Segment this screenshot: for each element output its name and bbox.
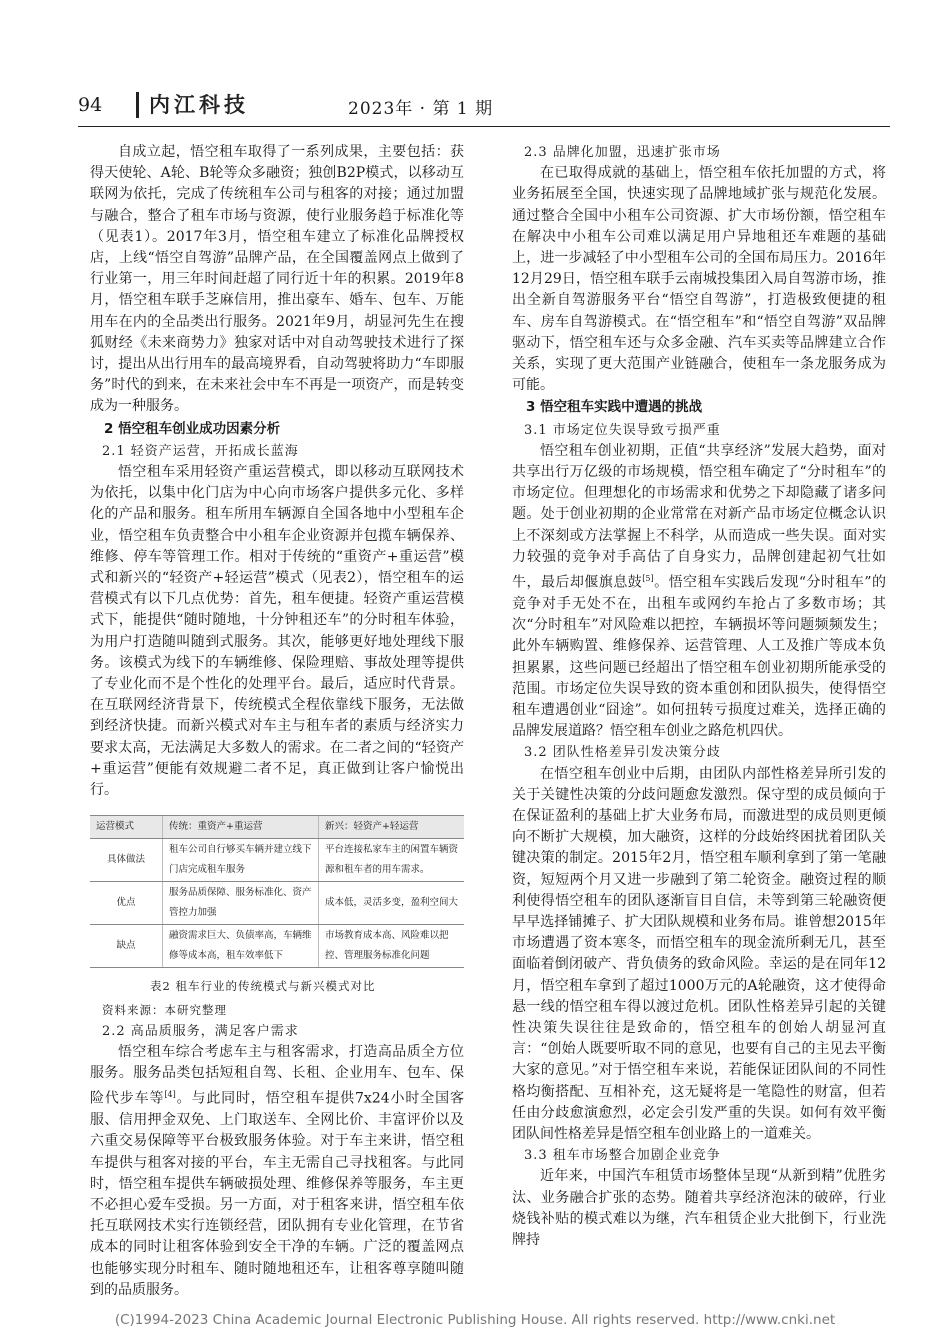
paragraph-text: 。悟空租车实践后发现“分时租车”的竞争对手无处不在，出租车或网约车抢占了多数市场；其次“分时租车”对风险难以把控，车辆损坏等问题频频发生；此外车辆购置、维修保养、运营管理、人工及推广等成本负担累累，这些问题已经超出了悟空租车创业初期所能承受的范围。市场定位失误导致的资本重创和团队损失，使得悟空租车遭遇创业“囧途”。如何扭转亏损度过难关，选择正确的品牌发展道路？悟空租车创业之路危机四伏。 (512, 574, 886, 740)
comparison-table (90, 815, 464, 968)
paragraph (90, 1042, 464, 1301)
paragraph-text: 悟空租车创业初期，正值“共享经济”发展大趋势，面对共享出行万亿级的市场规模，悟空租车确定了“分时租车”的市场定位。但理想化的市场需求和优势之下却隐藏了诸多问题。处于创业初期的企业常常在对新产品市场定位概念认识上不深刻或方法掌握上不科学，从而造成一些失误。面对实力较强的竞争对手高估了自身实力，品牌创建起初气壮如牛，最后却偃旗息鼓 (512, 442, 886, 591)
subsection-heading: 3.3 租车市场整合加剧企业竞争 (524, 1148, 721, 1164)
subsection-heading: 2.1 轻资产运营，开拓成长蓝海 (102, 443, 299, 459)
table-row (90, 925, 464, 968)
table-header-cell: 运营模式 (90, 816, 163, 839)
citation-ref: [5] (642, 574, 654, 584)
paragraph: 自成立起，悟空租车取得了一系列成果，主要包括：获得天使轮、A轮、B轮等众多融资；独创B2P模式，以移动互联网为依托，完成了传统租车公司与租客的对接；通过加盟与融合，整合了租车市场与资源，使行业服务趋于标准化等（见表1）。2017年3月，悟空租车建立了标准化品牌授权店，上线“悟空自驾游”品牌产品，在全国覆盖网点上做到了行业第一，用三年时间赶超了同行近十年的积累。2019年8月，悟空租车联手芝麻信用，推出豪车、婚车、包车、万能用车在内的全品类出行服务。2021年9月，胡显河先生在搜狐财经《未来商势力》独家对话中对自动驾驶技术进行了探讨，提出从出行用车的最高境界看，自动驾驶将助力“车即服务”时代的到来，在未来社会中车不再是一项资产，而是转变成为一种服务。 (90, 144, 464, 415)
table-cell: 成本低，灵活多变，盈利空间大 (318, 882, 464, 925)
table-header-cell: 传统：重资产+重运营 (163, 816, 319, 839)
table-header-row (90, 816, 464, 839)
table-row (90, 882, 464, 925)
table-cell: 优点 (90, 882, 163, 925)
paragraph (512, 441, 886, 743)
page-number: 94 (78, 94, 103, 116)
paragraph: 在悟空租车创业中后期，由团队内部性格差异所引发的关于关键性决策的分歧问题愈发激烈。保守型的成员倾向于在保证盈利的基础上扩大业务布局，而激进型的成员则更倾向不断扩大规模，加大融资，这样的分歧始终困扰着团队关键决策的制定。2015年2月，悟空租车顺利拿到了第一笔融资，短短两个月又进一步融到了第二轮资金。融资过程的顺利使得悟空租车的团队逐渐盲目自信，未等到第三轮融资便早早选择铺摊子、扩大团队规模和业务布局。谁曾想2015年市场遭遇了资本寒冬，而悟空租车的现金流所剩无几，甚至面临着倒闭破产、背负债务的致命风险。幸运的是在同年12月，悟空租车拿到了超过1000万元的A轮融资，这才使得命悬一线的悟空租车得以渡过危机。团队性格差异引起的关键性决策失误往往是致命的，悟空租车的创始人胡显河直言：“创始人既要听取不同的意见，也要有自己的主见去平衡大家的意见。”对于悟空租车来说，若能保证团队间的不同性格均衡搭配、互相补充，这无疑将是一笔隐性的财富，但若任由分歧愈演愈烈，必定会引发严重的失误。如何有效平衡团队间性格差异是悟空租车创业路上的一道难关。 (512, 765, 886, 1142)
page-header (78, 92, 888, 122)
copyright-footer: (C)1994-2023 China Academic Journal Electronic Publishing House. All rights reserved. http://www.cnki.net (114, 1312, 836, 1328)
citation-ref: [4] (164, 1090, 176, 1100)
table-cell: 融资需求巨大、负债率高，车辆维修等成本高，租车效率低下 (163, 925, 319, 968)
header-rule (78, 126, 890, 127)
right-column (512, 142, 886, 1251)
table-cell: 平台连接私家车主的闲置车辆资源和租车者的用车需求。 (318, 839, 464, 882)
left-column (90, 142, 464, 1301)
table-cell: 服务品质保障、服务标准化、资产管控力加强 (163, 882, 319, 925)
paragraph-text: 。与此同时，悟空租车提供7x24小时全国客服、信用押金双免、上门取送车、全网比价、丰富评价以及六重交易保障等平台极致服务体验。对于车主来讲，悟空租车提供与租客对接的平台，车主无需自己寻找租客。与此同时，悟空租车提供车辆破损处理、维修保养等服务，车主更不必担心爱车受损。另一方面，对于租客来讲，悟空租车依托互联网技术实行连锁经营，团队拥有专业化管理，在节省成本的同时让租客体验到安全干净的车辆。广泛的覆盖网点也能够实现分时租车、随时随地租还车，让租客尊享随叫随到的品质服务。 (90, 1090, 464, 1298)
table-cell: 租车公司自行够买车辆并建立线下门店完成租车服务 (163, 839, 319, 882)
section-heading: 3 悟空租车实践中遭遇的挑战 (526, 399, 703, 416)
section-heading: 2 悟空租车创业成功因素分析 (104, 420, 281, 437)
paragraph: 在已取得成就的基础上，悟空租车依托加盟的方式，将业务拓展至全国，快速实现了品牌地域扩张与规范化发展。通过整合全国中小租车公司资源、扩大市场份额，悟空租车在解决中小租车公司难以满足用户异地租还车难题的基础上，进一步减轻了中小型租车公司的全国布局压力。2016年12月29日，悟空租车联手云南城投集团入局自驾游市场，推出全新自驾游服务平台“悟空自驾游”，打造极致便捷的租车、房车自驾游模式。在“悟空租车”和“悟空自驾游”双品牌驱动下，悟空租车还与众多金融、汽车买卖等品牌建立合作关系，实现了更大范围产业链融合，使租车一条龙服务成为可能。 (512, 165, 886, 394)
table-header-cell: 新兴：轻资产+轻运营 (318, 816, 464, 839)
table-caption: 表2 租车行业的传统模式与新兴模式对比 (150, 979, 376, 994)
table-cell: 具体做法 (90, 839, 163, 882)
issue-label: 2023年 · 第 1 期 (348, 99, 494, 119)
paragraph: 悟空租车采用轻资产重运营模式，即以移动互联网技术为依托，以集中化门店为中心向市场客户提供多元化、多样化的产品和服务。租车所用车辆源自全国各地中小型租车企业，悟空租车负责整合中小租车企业资源并包揽车辆保养、维修、停车等管理工作。相对于传统的“重资产+重运营”模式和新兴的“轻资产+轻运营”模式（见表2），悟空租车的运营模式有以下几点优势：首先，租车便捷。轻资产重运营模式下，能提供“随时随地，十分钟租还车”的分时租车体验，为用户打造随叫随到式服务。其次，能够更好地处理线下服务。该模式为线下的车辆维修、保险理赔、事故处理等提供了专业化而不是个性化的处理平台。最后，适应时代背景。在互联网经济背景下，传统模式全程依靠线下服务，无法做到经济快捷。而新兴模式对车主与租车者的素质与经济实力要求太高，无法满足大多数人的需求。在二者之间的“轻资产+重运营”便能有效规避二者不足，真正做到让客户愉悦出行。 (90, 464, 464, 799)
subsection-heading: 3.2 团队性格差异引发决策分歧 (524, 745, 721, 761)
table-source: 资料来源：本研究整理 (102, 1002, 227, 1017)
journal-logo: 内江科技 (136, 92, 345, 118)
subsection-heading: 3.1 市场定位失误导致亏损严重 (524, 422, 721, 438)
subsection-heading: 2.2 高品质服务，满足客户需求 (102, 1023, 299, 1039)
paragraph-text: 悟空租车综合考虑车主与租客需求，打造高品质全方位服务。服务品类包括短租自驾、长租、企业用车、包车、保险代步车等 (90, 1043, 464, 1107)
paragraph: 近年来，中国汽车租赁市场整体呈现“从新到精”优胜劣汰、业务融合扩张的态势。随着共享经济泡沫的破碎，行业烧钱补贴的模式难以为继，汽车租赁企业大批倒下，行业洗牌持 (512, 1168, 886, 1249)
table-cell: 缺点 (90, 925, 163, 968)
table-row (90, 839, 464, 882)
subsection-heading: 2.3 品牌化加盟，迅速扩张市场 (524, 145, 721, 160)
table-cell: 市场教育成本高、风险难以把控、管理服务标准化问题 (318, 925, 464, 968)
